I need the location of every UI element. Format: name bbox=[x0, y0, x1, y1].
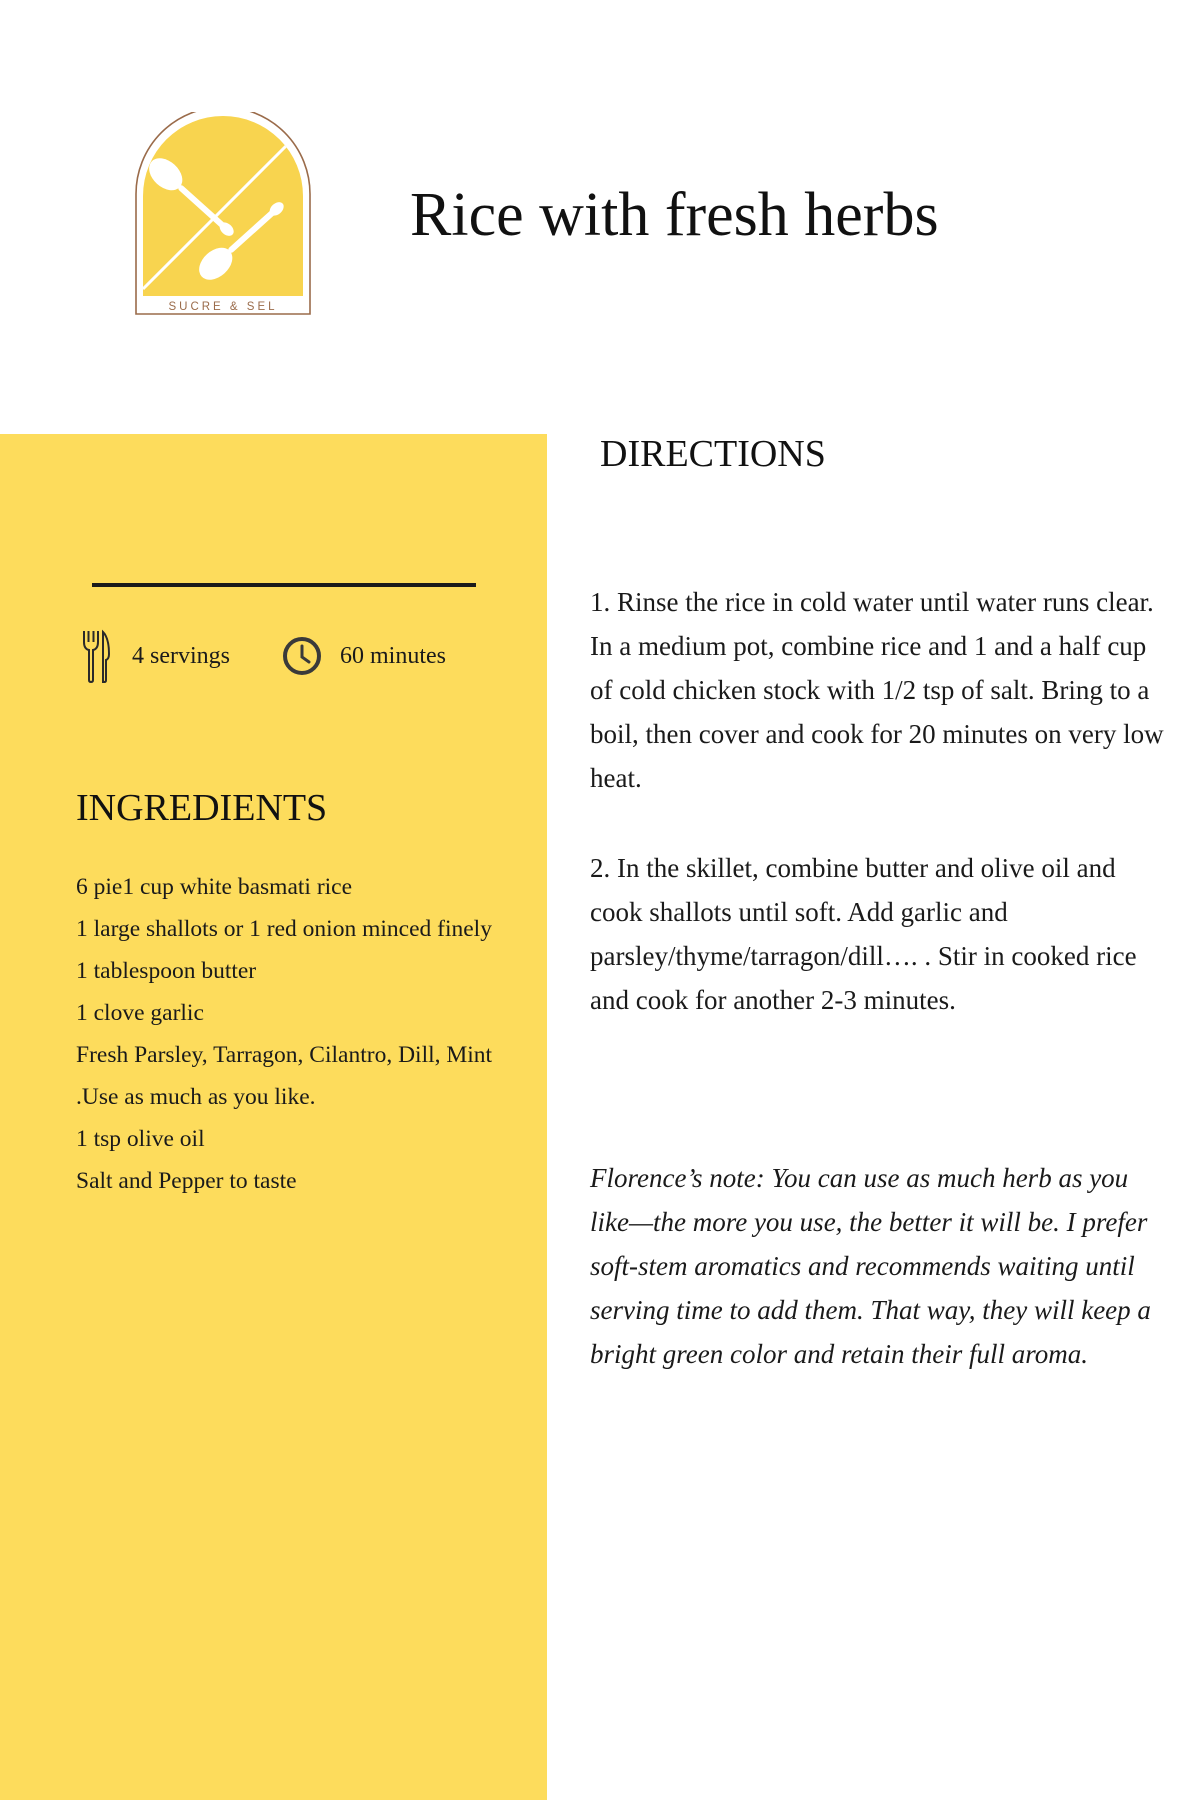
spoons-logo-icon bbox=[133, 112, 313, 318]
direction-step-2: 2. In the skillet, combine butter and olive oil and cook shallots until soft. Add garlic and parsley/thyme/tarragon/dill…. . Stir in cooked rice and cook for another 2-3 minutes. bbox=[590, 853, 1137, 1015]
ingredients-list bbox=[76, 866, 546, 1202]
ingredient-item: 1 tsp olive oil bbox=[76, 1126, 205, 1152]
clock-icon bbox=[282, 636, 322, 676]
ingredient-item: 1 tablespoon butter bbox=[76, 958, 257, 984]
servings-info bbox=[82, 628, 230, 684]
ingredient-item: 6 pie1 cup white basmati rice bbox=[76, 874, 353, 900]
brand-logo bbox=[133, 112, 313, 318]
ingredient-item: 1 clove garlic bbox=[76, 1000, 204, 1026]
recipe-meta bbox=[82, 628, 446, 684]
cook-note: Florence’s note: You can use as much herb as you like—the more you use, the better it will be. I prefer soft-stem aromatics and recommends waiting until serving time to add them. That way, they will keep a bright green color and retain their full aroma. bbox=[590, 1163, 1151, 1369]
ingredients-heading: INGREDIENTS bbox=[76, 787, 328, 829]
page-title: Rice with fresh herbs bbox=[410, 181, 939, 249]
time-text: 60 minutes bbox=[340, 642, 446, 669]
ingredient-item: Salt and Pepper to taste bbox=[76, 1168, 297, 1194]
logo-text: SUCRE & SEL bbox=[168, 301, 278, 313]
divider bbox=[92, 583, 476, 587]
direction-step-1: 1. Rinse the rice in cold water until water runs clear. In a medium pot, combine rice and 1 and a half cup of cold chicken stock with 1/2 tsp of salt. Bring to a boil, then cover and cook for 20 minutes on very low heat. bbox=[590, 587, 1164, 793]
ingredient-item: .Use as much as you like. bbox=[76, 1084, 316, 1110]
ingredient-item: 1 large shallots or 1 red onion minced finely bbox=[76, 916, 492, 942]
ingredient-item: Fresh Parsley, Tarragon, Cilantro, Dill, Mint bbox=[76, 1042, 493, 1068]
fork-knife-icon bbox=[82, 628, 110, 684]
directions-heading: DIRECTIONS bbox=[600, 433, 826, 475]
time-info bbox=[282, 636, 446, 676]
servings-text: 4 servings bbox=[132, 642, 230, 669]
